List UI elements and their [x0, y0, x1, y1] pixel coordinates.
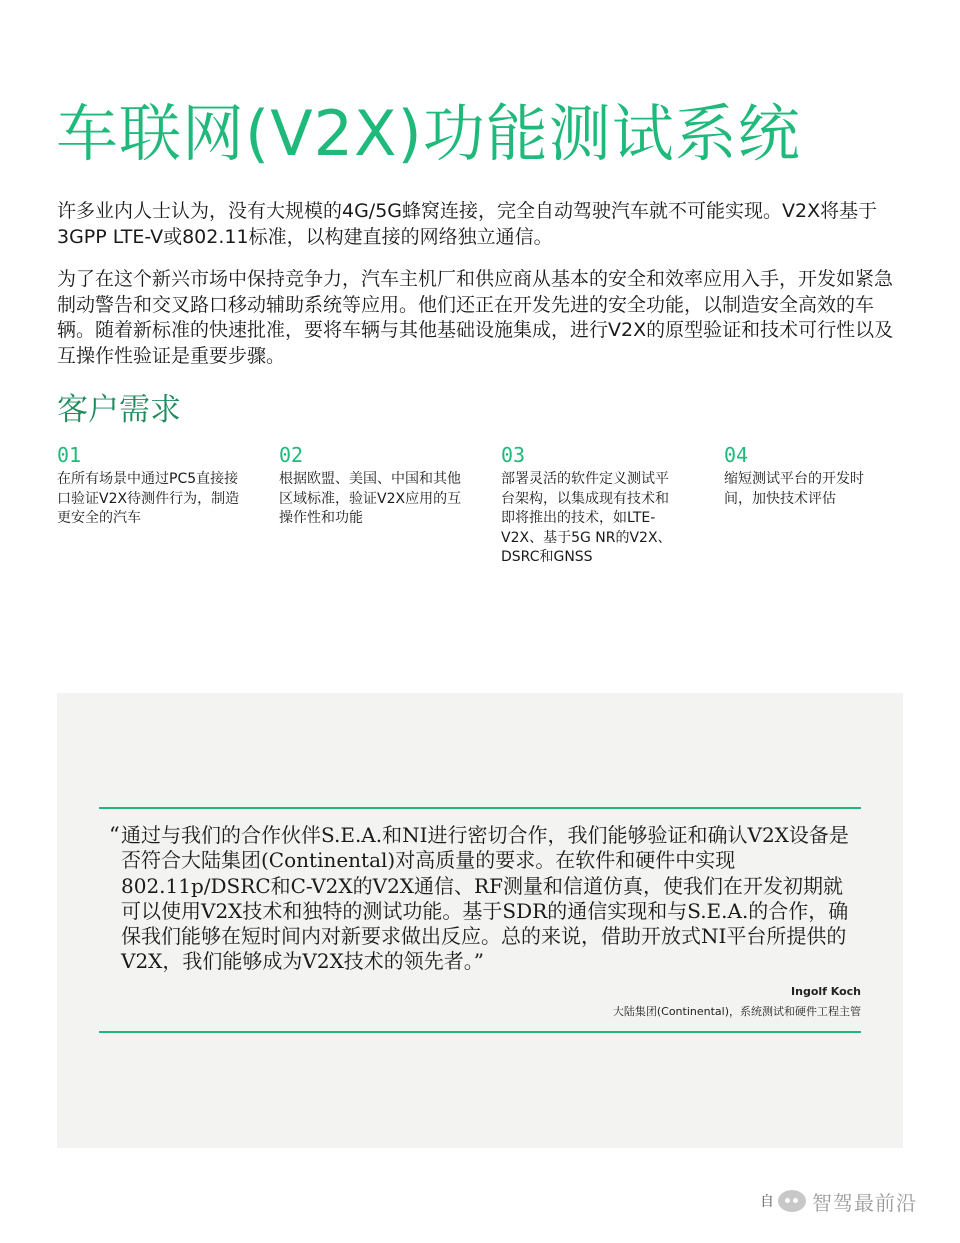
- watermark: [760, 1186, 940, 1216]
- need-item-03: [501, 442, 677, 568]
- quote-text: 通过与我们的合作伙伴S.E.A.和NI进行密切合作，我们能够验证和确认V2X设备是否符合大陆集团(Continental)对高质量的要求。在软件和硬件中实现802.11p/DSRC和C-V2X的V2X通信、RF测量和信道仿真，使我们在开发初期就可以使用V2X技术和独特的测试功能。基于SDR的通信实现和与S.E.A.的合作，确保我们能够在短时间内对新要求做出反应。总的来说，借助开放式NI平台所提供的V2X，我们能够成为V2X技术的领先者。”: [121, 823, 849, 974]
- quote-open-mark: “: [109, 823, 120, 847]
- customer-needs-heading: 客户需求: [57, 392, 181, 428]
- need-number: 04: [724, 443, 749, 467]
- need-item-01: [57, 442, 247, 529]
- need-number: 01: [57, 443, 82, 467]
- need-item-04: [724, 442, 884, 509]
- need-text: 在所有场景中通过PC5直接接口验证V2X待测件行为，制造更安全的汽车: [57, 471, 240, 526]
- page-title: 车联网(V2X)功能测试系统: [56, 97, 801, 170]
- divider-top: [99, 807, 861, 809]
- intro-paragraph-1: 许多业内人士认为，没有大规模的4G/5G蜂窝连接，完全自动驾驶汽车就不可能实现。V2X将基于3GPP LTE-V或802.11标准，以构建直接的网络独立通信。: [57, 200, 878, 248]
- need-number: 02: [279, 443, 304, 467]
- need-number: 03: [501, 443, 526, 467]
- watermark-prefix: 自: [760, 1194, 774, 1210]
- quote-author-title: 大陆集团(Continental)，系统测试和硬件工程主管: [612, 1005, 861, 1018]
- need-text: 缩短测试平台的开发时间，加快技术评估: [724, 471, 864, 507]
- divider-bottom: [99, 1031, 861, 1033]
- customer-needs-list: [57, 442, 937, 582]
- quote-author: Ingolf Koch: [791, 985, 861, 998]
- wechat-icon: [778, 1190, 806, 1212]
- watermark-text: 智驾最前沿: [812, 1190, 917, 1215]
- need-item-02: [279, 442, 469, 529]
- testimonial-box: [57, 693, 903, 1148]
- need-text: 部署灵活的软件定义测试平台架构，以集成现有技术和即将推出的技术，如LTE-V2X、基于5G NR的V2X、DSRC和GNSS: [501, 471, 672, 565]
- need-text: 根据欧盟、美国、中国和其他区域标准，验证V2X应用的互操作性和功能: [279, 471, 462, 526]
- intro-paragraph-2: 为了在这个新兴市场中保持竞争力，汽车主机厂和供应商从基本的安全和效率应用入手，开发如紧急制动警告和交叉路口移动辅助系统等应用。他们还正在开发先进的安全功能，以制造安全高效的车辆。随着新标准的快速批准，要将车辆与其他基础设施集成，进行V2X的原型验证和技术可行性以及互操作性验证是重要步骤。: [57, 268, 894, 367]
